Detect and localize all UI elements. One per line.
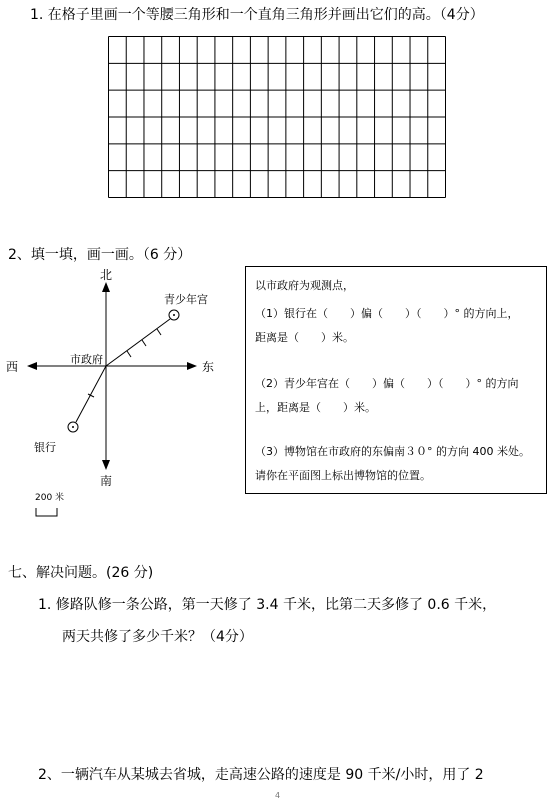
east-label: 东 [202, 360, 215, 374]
question-1: 1. 在格子里画一个等腰三角形和一个直角三角形并画出它们的高。（4分） [30, 7, 484, 23]
north-label: 北 [100, 268, 113, 282]
bank-label: 银行 [34, 441, 56, 454]
scale-label: 200 米 [35, 493, 65, 503]
question-2-title: 2、填一填，画一画。（6 分） [8, 247, 192, 263]
problem-1-line2: 两天共修了多少千米？（4分） [62, 629, 253, 645]
box-item3-line2: 请你在平面图上标出博物馆的位置。 [255, 469, 431, 482]
box-intro: 以市政府为观测点， [255, 279, 354, 292]
drawing-grid[interactable] [108, 36, 446, 198]
west-label: 西 [6, 360, 19, 374]
box-item2-line1: （2）青少年宫在（ ）偏（ ）（ ）° 的方向 [255, 377, 519, 390]
youth-palace-label: 青少年宫 [164, 293, 208, 306]
fill-in-box [245, 266, 547, 494]
box-item2-line2: 上，距离是（ ）米。 [255, 401, 376, 414]
box-item3-line1: （3）博物馆在市政府的东偏南３０° 的方向 400 米处。 [255, 445, 530, 458]
box-item1-line1: （1）银行在（ ）偏（ ）（ ）° 的方向上， [255, 307, 519, 320]
box-item1-line2: 距离是（ ）米。 [255, 331, 354, 344]
page-number: 4 [275, 791, 281, 800]
map-scale [35, 490, 65, 518]
section-7-title: 七、解决问题。(26 分) [8, 565, 154, 581]
scale-bar [35, 504, 65, 518]
origin-label: 市政府 [70, 353, 103, 366]
problem-2-line1: 2、一辆汽车从某城去省城，走高速公路的速度是 90 千米/小时，用了 2 [38, 767, 484, 783]
problem-1-line1: 1. 修路队修一条公路，第一天修了 3.4 千米，比第二天多修了 0.6 千米， [38, 597, 497, 613]
south-label: 南 [100, 474, 113, 488]
